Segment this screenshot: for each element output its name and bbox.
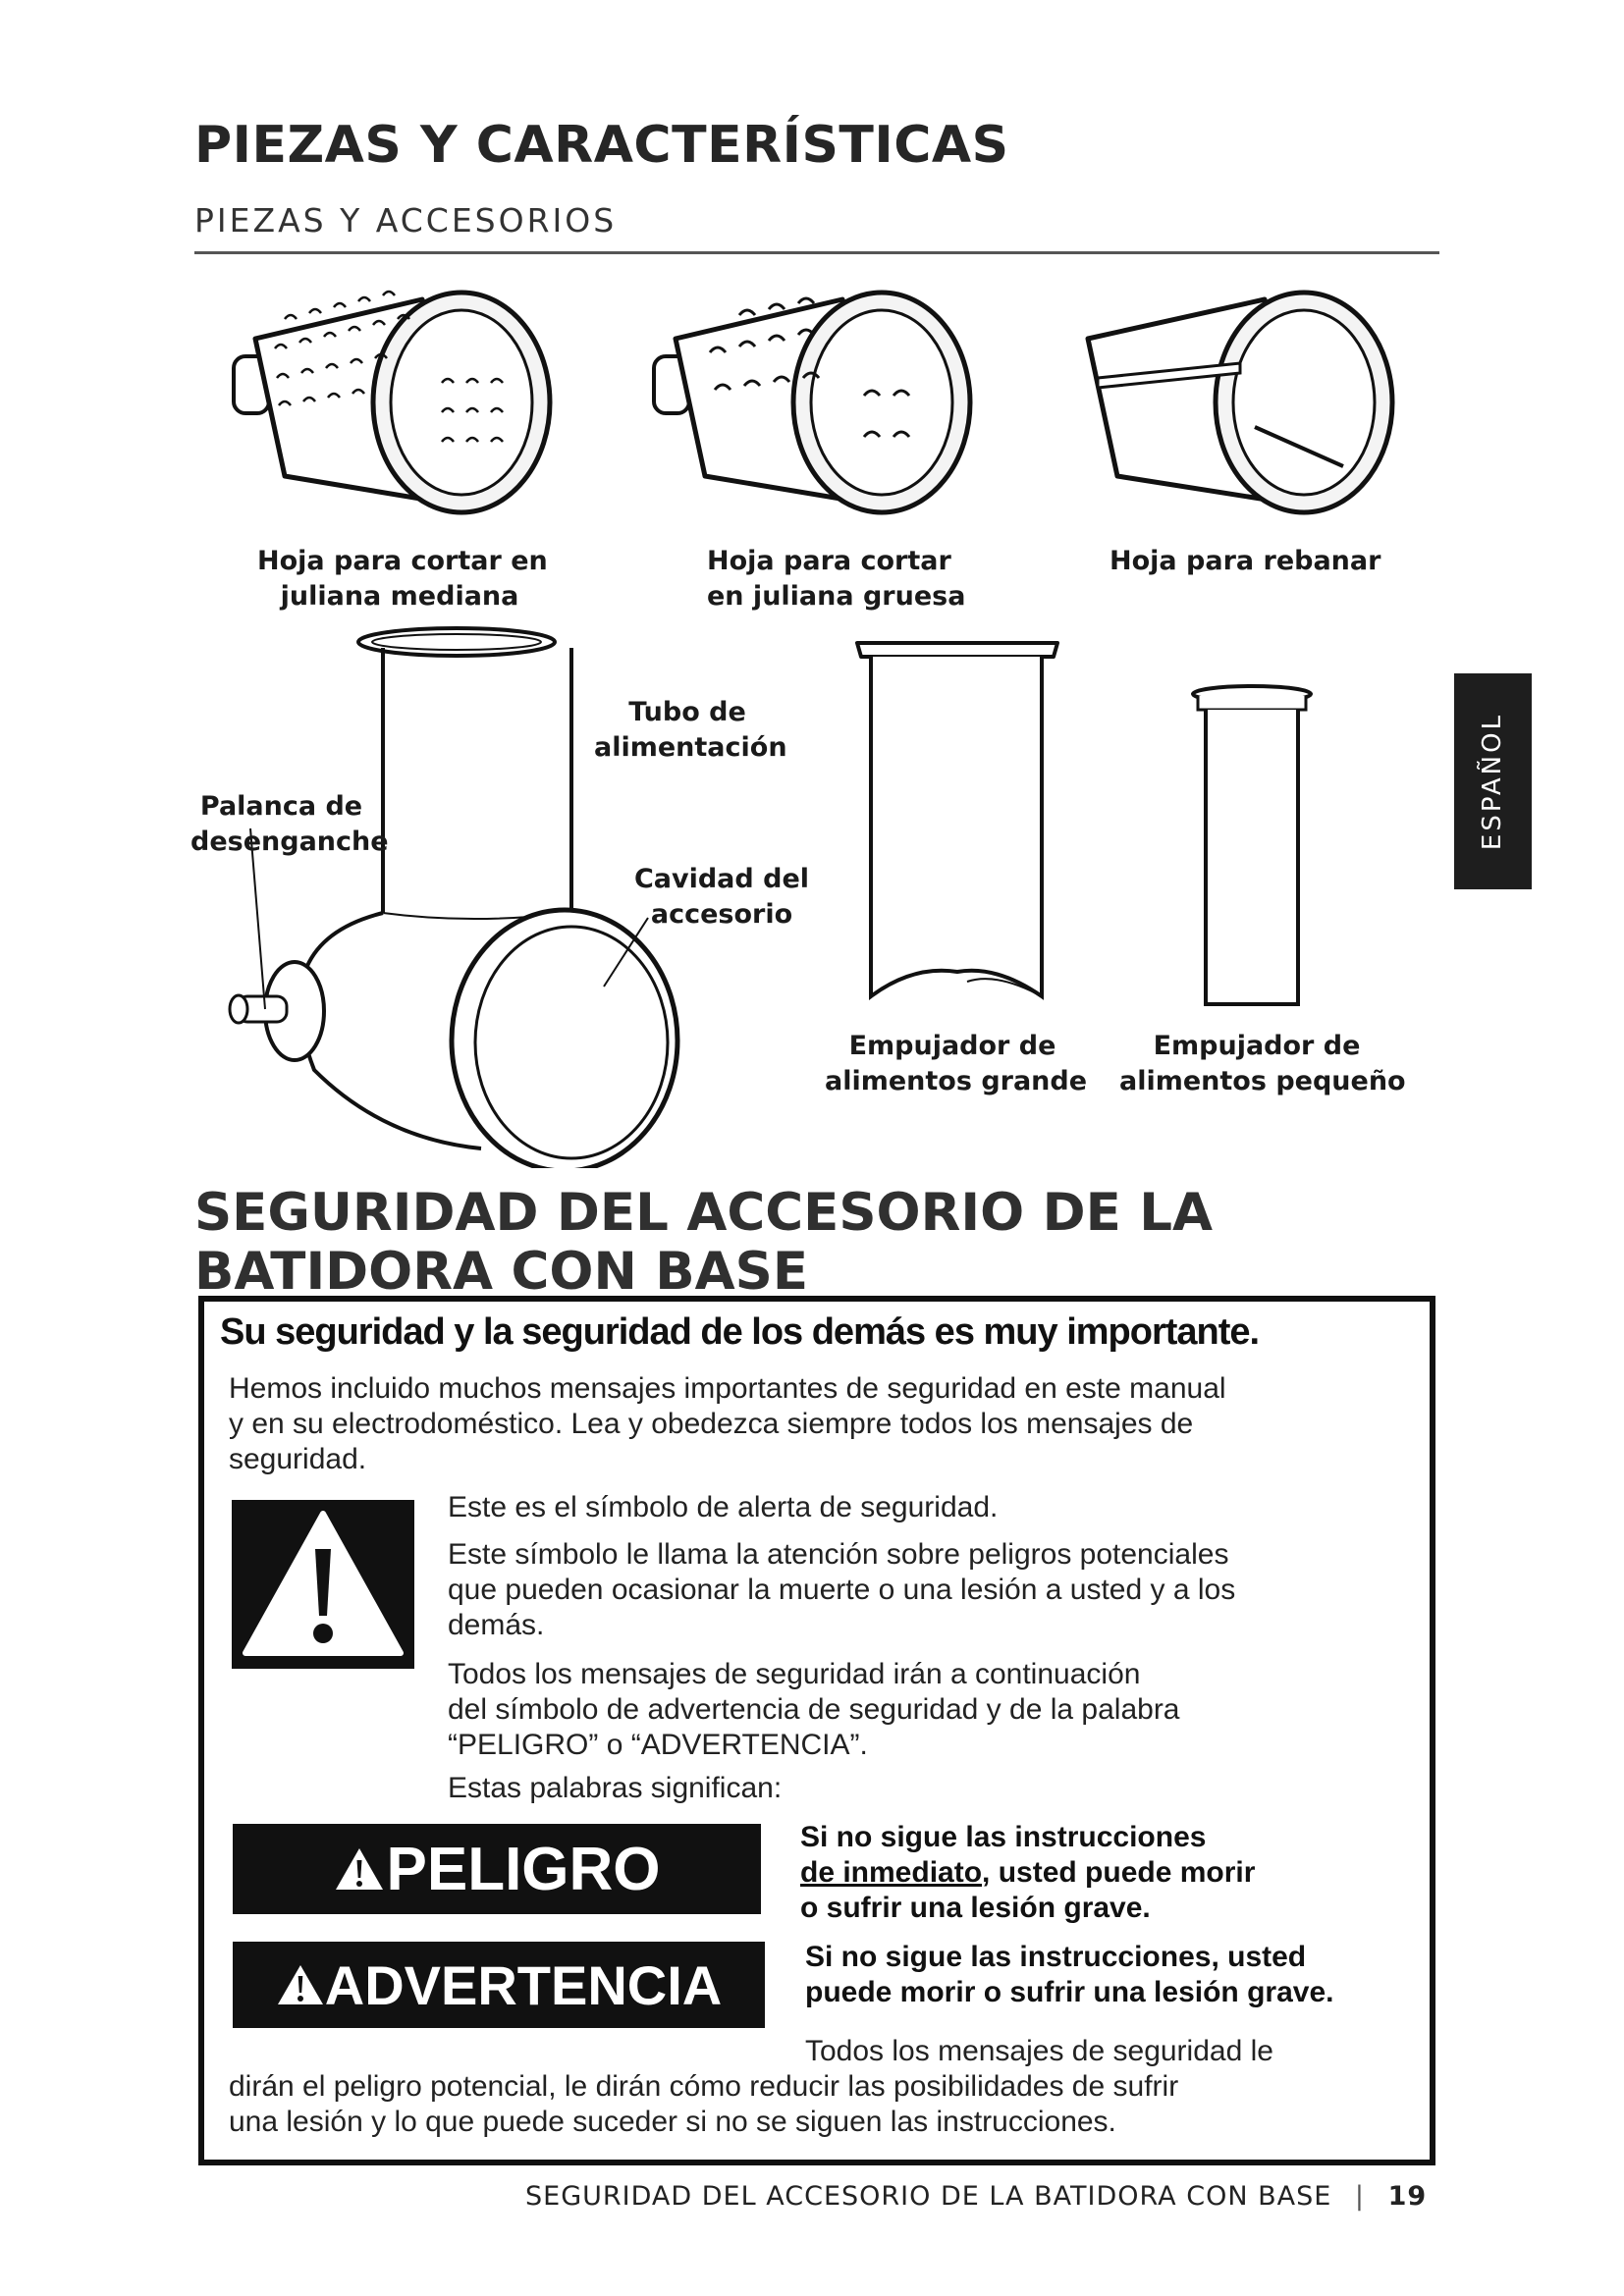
medium-julienne-blade-label: Hoja para cortar en juliana mediana	[257, 546, 548, 612]
closing-lines: dirán el peligro potencial, le dirán cómo reducir las posibilidades de sufrir una lesión y lo que puede suceder si no se siguen las instrucciones.	[229, 2070, 1179, 2138]
safety-heading: SEGURIDAD DEL ACCESORIO DE LA BATIDORA CON BASE	[194, 1183, 1214, 1302]
warning-text: Si no sigue las instrucciones, usted puede morir o sufrir una lesión grave.	[805, 1941, 1334, 2008]
page-title: PIEZAS Y CARACTERÍSTICAS	[194, 116, 1009, 175]
cavity-label: Cavidad del accesorio	[633, 864, 810, 930]
safety-box-title: Su seguridad y la seguridad de los demás es muy importante.	[220, 1311, 1260, 1353]
large-food-pusher-illustration	[849, 633, 1065, 1011]
warning-badge	[233, 1942, 765, 2028]
footer-separator: |	[1354, 2181, 1365, 2212]
small-food-pusher-label: Empujador de alimentos pequeño	[1119, 1031, 1406, 1096]
symbol-line: Este es el símbolo de alerta de seguridad.	[448, 1491, 999, 1523]
medium-julienne-blade-illustration	[216, 280, 569, 545]
words-mean-text: Estas palabras significan:	[448, 1772, 783, 1804]
slicing-blade-label: Hoja para rebanar	[1110, 546, 1381, 576]
danger-badge	[233, 1824, 761, 1914]
language-tab-label: ESPAÑOL	[1478, 712, 1508, 851]
follow-text: Todos los mensajes de seguridad irán a continuación del símbolo de advertencia de seguridad y de la palabra “PELIGRO” o “ADVERTENCIA”.	[448, 1658, 1180, 1761]
danger-word: PELIGRO	[386, 1835, 661, 1903]
large-food-pusher-label: Empujador de alimentos grande	[825, 1031, 1088, 1096]
page-subtitle: PIEZAS Y ACCESORIOS	[194, 201, 618, 240]
symbol-description: Este símbolo le llama la atención sobre peligros potenciales que pueden ocasionar la muerte o una lesión a usted y a los demás.	[448, 1538, 1236, 1641]
language-tab-label-wrap	[1454, 673, 1532, 889]
footer-section: SEGURIDAD DEL ACCESORIO DE LA BATIDORA CON BASE	[525, 2181, 1332, 2212]
warning-triangle-icon	[276, 1962, 325, 2007]
header-rule	[194, 251, 1439, 254]
slicing-blade-illustration	[1058, 280, 1412, 545]
warning-triangle-icon	[333, 1844, 386, 1894]
release-lever-label: Palanca de desenganche	[190, 791, 389, 857]
closing-line-1: Todos los mensajes de seguridad le	[805, 2035, 1273, 2067]
page-number: 19	[1387, 2181, 1428, 2212]
warning-word: ADVERTENCIA	[324, 1953, 723, 2016]
feed-tube-label: Tubo de alimentación	[594, 697, 787, 763]
safety-alert-symbol	[232, 1500, 414, 1669]
danger-text: Si no sigue las instrucciones de inmediato, usted puede morir o sufrir una lesión grave.	[800, 1821, 1256, 1924]
coarse-julienne-blade-label: Hoja para cortar en juliana gruesa	[707, 546, 966, 612]
coarse-julienne-blade-illustration	[636, 280, 990, 545]
warning-triangle-icon	[232, 1500, 414, 1669]
page-footer	[525, 2181, 1427, 2212]
safety-intro: Hemos incluido muchos mensajes importantes de seguridad en este manual y en su electrodoméstico. Lea y obedezca siempre todos los mensajes de seguridad.	[229, 1372, 1226, 1475]
small-food-pusher-illustration	[1188, 682, 1316, 1011]
